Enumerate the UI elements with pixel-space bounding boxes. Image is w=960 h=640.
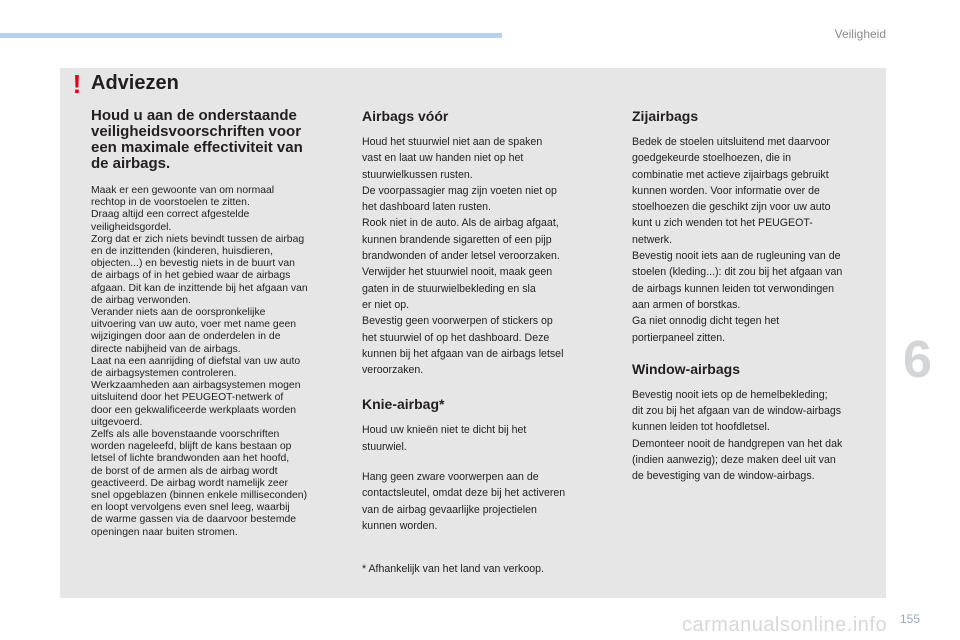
text-line: stoelhoezen die geschikt zijn voor uw auto	[632, 201, 831, 214]
knee-airbag-text-2	[362, 469, 610, 534]
text-line: rechtop in de voorstoelen te zitten.	[91, 197, 250, 209]
text-line: de airbags kunnen leiden tot verwondingen	[632, 282, 835, 295]
text-line: kunnen worden.	[362, 519, 438, 532]
text-line: wijzigingen door aan de onderdelen in de	[91, 331, 281, 343]
text-line: veiligheidsgordel.	[91, 221, 172, 233]
footnote: * Afhankelijk van het land van verkoop.	[362, 563, 544, 576]
text-line: uitvoering van uw auto, voer met name geen	[91, 319, 297, 331]
text-line: kunnen leiden tot hoofdletsel.	[632, 421, 770, 434]
text-line: van de airbag gevaarlijke projectielen	[362, 503, 537, 516]
text-line: Rook niet in de auto. Als de airbag afgaat,	[362, 217, 559, 230]
heading-line: de airbags.	[91, 155, 171, 172]
general-text	[91, 185, 343, 539]
text-line: Bevestig nooit iets op de hemelbekleding;	[632, 388, 828, 401]
text-line: kunnen worden. Voor informatie over de	[632, 184, 820, 197]
text-line: De voorpassagier mag zijn voeten niet op	[362, 184, 557, 197]
text-line: en loopt vervolgens even snel leeg, waarbij	[91, 502, 290, 514]
text-line: Verwijder het stuurwiel nooit, maak geen	[362, 266, 553, 279]
text-line: openingen naar buiten stromen.	[91, 526, 238, 538]
heading-line: een maximale effectiviteit van	[91, 139, 303, 156]
text-line: Werkzaamheden aan airbagsystemen mogen	[91, 380, 301, 392]
text-line: stuurwiel.	[362, 440, 407, 453]
text-line: de bevestiging van de window-airbags.	[632, 470, 815, 483]
text-line: uitgevoerd.	[91, 416, 143, 428]
text-line: snel opgeblazen (binnen enkele milliseconden)	[91, 490, 308, 502]
text-line: het stuurwiel of op het dashboard. Deze	[362, 331, 550, 344]
text-line: de airbagsystemen controleren.	[91, 368, 237, 380]
window-airbags-text	[632, 387, 880, 485]
section-title: Veiligheid	[834, 27, 886, 41]
text-line: de warme gassen via de daarvoor bestemde	[91, 514, 297, 526]
text-line: Houd het stuurwiel niet aan de spaken	[362, 136, 543, 148]
text-line: afgaan. Dit kan de inzittende bij het afgaan van	[91, 282, 308, 294]
chapter-number: 6	[903, 331, 932, 389]
text-line: gaten in de stuurwielbekleding en sla	[362, 282, 536, 295]
text-line: veroorzaken.	[362, 364, 424, 377]
text-line: het dashboard laten rusten.	[362, 201, 491, 214]
text-line: Bevestig nooit iets aan de rugleuning van de	[632, 250, 841, 263]
text-line: Zorg dat er zich niets bevindt tussen de airbag	[91, 233, 305, 245]
text-line: Maak er een gewoonte van om normaal	[91, 185, 275, 196]
column-front-knee	[362, 108, 610, 578]
text-line: combinatie met actieve zijairbags gebruikt	[632, 168, 829, 181]
text-line: contactsleutel, omdat deze bij het activeren	[362, 487, 566, 500]
knee-airbag-heading: Knie-airbag*	[362, 396, 445, 413]
text-line: directe nabijheid van de airbags.	[91, 343, 241, 355]
window-airbags-heading: Window-airbags	[632, 360, 740, 377]
text-line: goedgekeurde stoelhoezen, die in	[632, 152, 792, 165]
front-airbags-text	[362, 134, 610, 378]
text-line: Houd uw knieën niet te dicht bij het	[362, 424, 527, 437]
text-line: worden nageleefd, blijft de kans bestaan op	[91, 441, 292, 453]
text-line: (indien aanwezig); deze maken deel uit van	[632, 454, 836, 467]
text-line: de airbag verwonden.	[91, 294, 191, 306]
text-line: aan armen of borstkas.	[632, 298, 741, 311]
text-line: letsel of lichte brandwonden aan het hoofd,	[91, 453, 290, 465]
page-number: 155	[899, 612, 920, 626]
side-airbags-heading: Zijairbags	[632, 108, 699, 124]
text-line: door een gekwalificeerde werkplaats worden	[91, 404, 297, 416]
column-side-window	[632, 108, 880, 485]
text-line: kunt u zich wenden tot het PEUGEOT-	[632, 217, 813, 230]
text-line: Verander niets aan de oorspronkelijke	[91, 307, 266, 319]
text-line: Zelfs als alle bovenstaande voorschriften	[91, 429, 280, 441]
text-line: Laat na een aanrijding of diefstal van uw auto	[91, 355, 301, 367]
text-line: Ga niet onnodig dicht tegen het	[632, 315, 780, 328]
page-title: Adviezen	[91, 72, 179, 94]
text-line: portierpaneel zitten.	[632, 331, 726, 344]
text-line: Draag altijd een correct afgestelde	[91, 209, 250, 221]
text-line: netwerk.	[632, 233, 673, 246]
side-airbags-text	[632, 134, 880, 346]
text-line: vast en laat uw handen niet op het	[362, 152, 524, 165]
text-line: uitsluitend door het PEUGEOT-netwerk of	[91, 392, 284, 404]
text-line: stuurwielkussen rusten.	[362, 168, 473, 181]
text-line: brandwonden of ander letsel veroorzaken.	[362, 250, 560, 263]
heading-line: veiligheidsvoorschriften voor	[91, 123, 302, 140]
text-line: objecten...) en bevestig niets in de buurt van	[91, 258, 295, 270]
text-line: er niet op.	[362, 298, 410, 311]
text-line: de borst of de armen als de airbag wordt	[91, 465, 278, 477]
header-accent-bar	[0, 33, 502, 38]
text-line: Bedek de stoelen uitsluitend met daarvoor	[632, 136, 830, 148]
watermark: carmanualsonline.info	[682, 614, 888, 636]
column-general	[91, 108, 343, 539]
text-line: geactiveerd. De airbag wordt namelijk zeer	[91, 477, 288, 489]
text-line: Hang geen zware voorwerpen aan de	[362, 471, 539, 484]
text-line: en de inzittenden (kinderen, huisdieren,	[91, 246, 273, 258]
text-line: Demonteer nooit de handgrepen van het dak	[632, 437, 843, 450]
text-line: kunnen bij het afgaan van de airbags letsel	[362, 347, 564, 360]
text-line: stoelen (kleding...): dit zou bij het afgaan van	[632, 266, 843, 279]
text-line: Bevestig geen voorwerpen of stickers op	[362, 315, 553, 328]
warning-icon: !	[72, 69, 82, 99]
text-line: de airbags of in het gebied waar de airbags	[91, 270, 291, 282]
general-heading	[91, 108, 343, 172]
knee-airbag-text	[362, 422, 610, 455]
text-line: kunnen brandende sigaretten of een pijp	[362, 233, 552, 246]
text-line: dit zou bij het afgaan van de window-airbags	[632, 405, 842, 418]
heading-line: Houd u aan de onderstaande	[91, 107, 297, 124]
front-airbags-heading: Airbags vóór	[362, 108, 449, 124]
